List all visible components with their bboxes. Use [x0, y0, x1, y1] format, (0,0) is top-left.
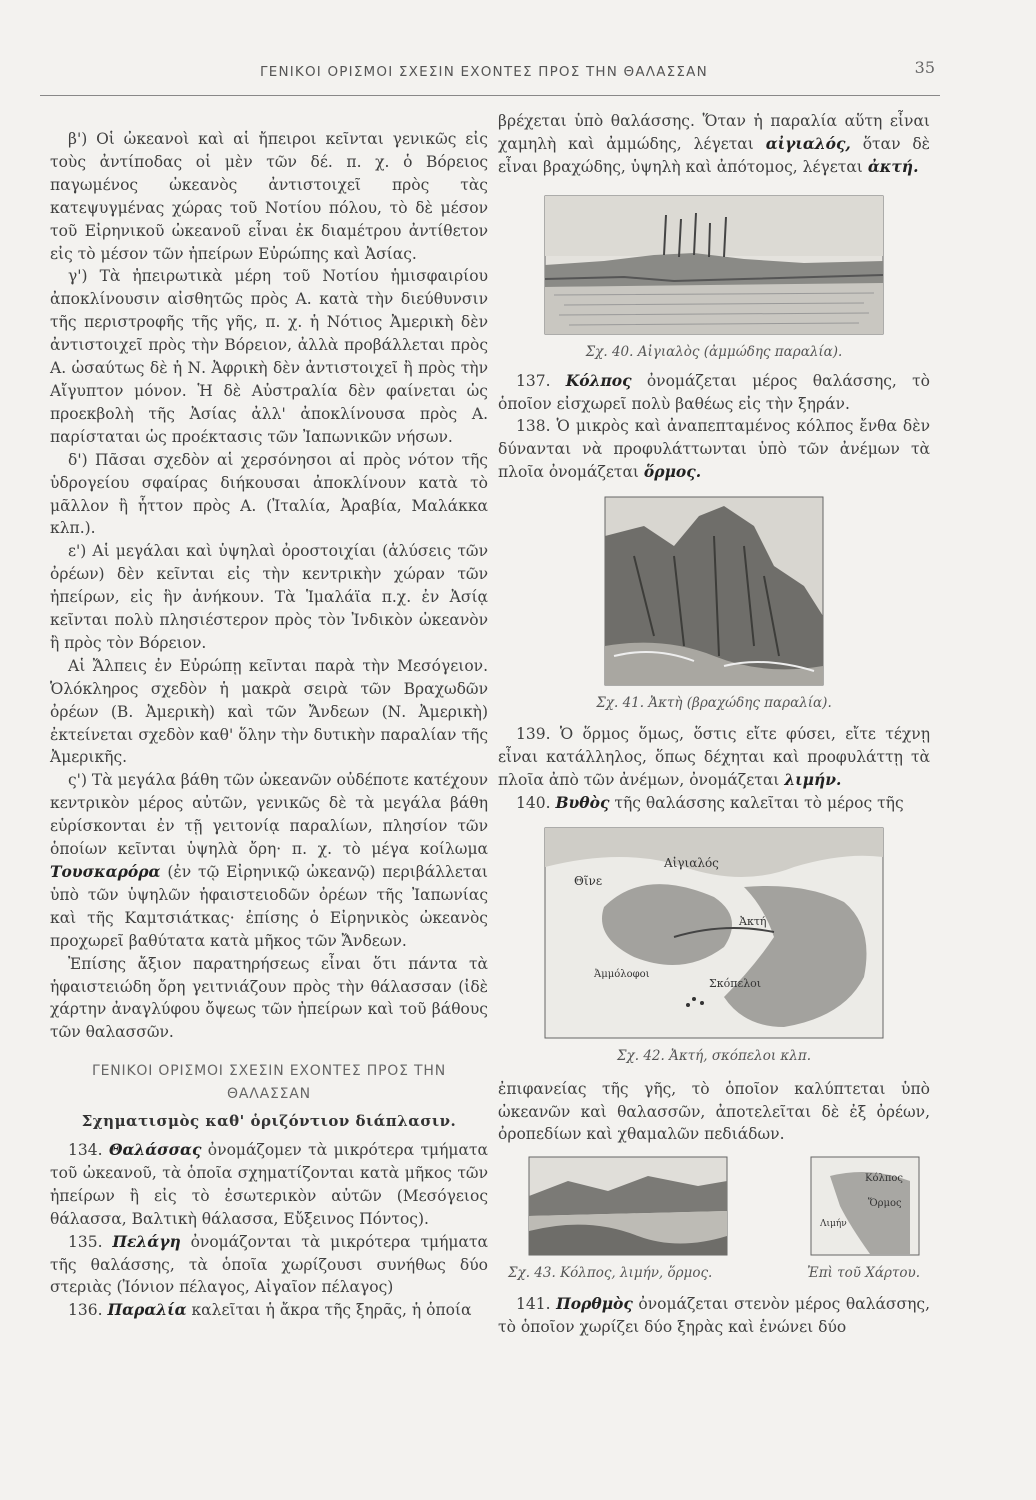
figure-43-row	[498, 1156, 930, 1256]
paragraph-135	[50, 1231, 488, 1300]
num-135: 135.	[68, 1232, 103, 1251]
section-title: ΓΕΝΙΚΟΙ ΟΡΙΣΜΟΙ ΣΧΕΣΙΝ ΕΧΟΝΤΕΣ ΠΡΟΣ ΤΗΝ ΘΑΛΑΣΣΑΝ	[92, 1063, 446, 1103]
num-140: 140.	[516, 793, 551, 812]
paragraph-138	[498, 415, 930, 484]
figure-42-coastal-map	[544, 827, 884, 1039]
figure-41-rocky-coast-illustration	[604, 496, 824, 686]
paragraph-136-cont	[498, 110, 930, 179]
map42-label-akti: Ἀκτή	[739, 914, 767, 928]
figure-43-caption-map: Ἐπὶ τοῦ Χάρτου.	[807, 1265, 920, 1282]
paragraph-137	[498, 370, 930, 416]
figure-43-map-inset	[810, 1156, 920, 1256]
map42-label-ammolofoi: Ἀμμόλοφοι	[594, 968, 650, 980]
paragraph-139	[498, 723, 930, 792]
term-ormos: ὅρμος.	[643, 462, 702, 482]
term-limin: λιμήν.	[784, 769, 842, 789]
left-column	[50, 128, 488, 1322]
paragraph-volcanic: Ἐπίσης ἄξιον παρατηρήσεως εἶναι ὅτι πάντα τὰ ἡφαιστειώδη ὄρη γειτνιάζουν πρὸς τὴν θάλασσαν (ἰδὲ χάρτην ἀναγλύφου ὄψεως τῶν ἠπείρων καὶ τοῦ βάθους τῶν θαλασσῶν.	[50, 954, 488, 1042]
text-136-cont2: ὅταν δὲ εἶναι βραχώδης, ὑψηλὴ καὶ ἀπότομος, λέγεται	[498, 134, 930, 176]
term-paralia: Παραλία	[107, 1300, 187, 1320]
figure-40-caption: Σχ. 40. Αἰγιαλὸς (ἀμμώδης παραλία).	[585, 343, 843, 360]
term-porthmos: Πορθμὸς	[556, 1294, 633, 1314]
figure-40-beach-illustration	[544, 195, 884, 335]
paragraph-140	[498, 792, 930, 815]
figure-43-landscape-illustration	[528, 1156, 728, 1256]
map42-label-skopeloi: Σκόπελοι	[709, 976, 762, 990]
paragraph-beta: β') Οἱ ὠκεανοὶ καὶ αἱ ἤπειροι κεῖνται γενικῶς εἰς τοὺς ἀντίποδας οἱ μὲν τῶν δέ. π. χ. ὁ Βόρειος παγωμένος ὠκεανὸς ἀντιστοιχεῖ πρὸς τὰς κατεψυγμένας χώρας τοῦ Νοτίου πόλου, τὸ δὲ μέσον τοῦ Εἰρηνικοῦ ὠκεανοῦ εἶναι ἐκ διαμέτρου ἀντίθετον εἰς τὸ μέσον τῶν ἠπείρων Εὐρώπης καὶ Ἀσίας.	[50, 130, 488, 263]
header-rule	[40, 95, 940, 96]
num-141: 141.	[516, 1295, 551, 1314]
text-135: ὀνομάζονται τὰ μικρότερα τμήματα τῆς θαλάσσης, τὰ ὁποῖα χωρίζουσι συνήθως δύο στεριὰς (Ἰόνιον πέλαγος, Αἰγαῖον πέλαγος)	[50, 1232, 488, 1297]
paragraph-stigma-a: ς') Τὰ μεγάλα βάθη τῶν ὠκεανῶν οὐδέποτε κατέχουν κεντρικὸν μέρος αὐτῶν, γενικῶς δὲ τὰ μεγάλα βάθη εὑρίσκονται ἐν τῇ γειτονίᾳ παραλίων, πλησίον τῶν ὁποίων κεῖνται ὑψηλὰ ὄρη· π. χ. τὸ μέγα κοίλωμα	[50, 771, 488, 859]
figure-43-caption: Σχ. 43. Κόλπος, λιμήν, ὅρμος.	[508, 1265, 713, 1282]
term-akti: ἀκτή.	[867, 156, 919, 176]
num-137: 137.	[516, 371, 551, 390]
term-thalassas: Θαλάσσας	[108, 1139, 202, 1159]
paragraph-epsilon: ε') Αἱ μεγάλαι καὶ ὑψηλαὶ ὀροστοιχίαι (ἁλύσεις τῶν ὀρέων) δὲν κεῖνται εἰς τὴν κεντρικὴν χώραν τῶν ἠπείρων, εἰς ἣν ἀνήκουν. Τὰ Ἱμαλάϊα π.χ. ἐν Ἀσίᾳ κεῖνται πολὺ πλησιέστερον πρὸς τὸν Ἰνδικὸν ὠκεανὸν ἢ πρὸς τὸν Βόρειον.	[50, 542, 488, 652]
paragraph-stigma	[50, 769, 488, 952]
paragraph-140-cont: ἐπιφανείας τῆς γῆς, τὸ ὁποῖον καλύπτεται ὑπὸ ὠκεανῶν καὶ θαλασσῶν, ἀποτελεῖται δὲ ἐξ ὀρέων, ὀροπεδίων καὶ χθαμαλῶν πεδιάδων.	[498, 1079, 930, 1144]
map43-label-limin: Λιμήν	[820, 1219, 847, 1230]
term-kolpos: Κόλπος	[565, 370, 632, 390]
map42-label-thines: Θῖνε	[574, 873, 603, 888]
text-138: 138. Ὁ μικρὸς καὶ ἀναπεπταμένος κόλπος ἔνθα δὲν δύνανται νὰ προφυλάττωνται ὑπὸ τῶν ἀνέμων τὰ πλοῖα ὀνομάζεται	[498, 417, 930, 482]
text-134: ὀνομάζομεν τὰ μικρότερα τμήματα τοῦ ὠκεανοῦ, τὰ ὁποῖα σχηματίζονται κατὰ μῆκος τῶν ἠπείρων ἢ εἰς τὸ ἐσωτερικὸν αὐτῶν (Μεσόγειος θάλασσα, Βαλτικὴ θάλασσα, Εὔξεινος Πόντος).	[50, 1140, 488, 1228]
term-aigialos: αἰγιαλός,	[765, 133, 851, 153]
num-134: 134.	[68, 1140, 103, 1159]
paragraph-delta: δ') Πᾶσαι σχεδὸν αἱ χερσόνησοι αἱ πρὸς νότον τῆς ὑδρογείου σφαίρας διήκουσαι ἀποκλίνουν κατὰ τὸ μᾶλλον ἢ ἧττον πρὸς Α. (Ἰταλία, Ἀραβία, Μαλάκκα κλπ.).	[50, 450, 488, 538]
paragraph-141	[498, 1293, 930, 1339]
right-column	[498, 110, 930, 1339]
text-141: ὀνομάζεται στενὸν μέρος θαλάσσης, τὸ ὁποῖον χωρίζει δύο ξηρὰς καὶ ἑνώνει δύο	[498, 1295, 930, 1337]
text-136: καλεῖται ἡ ἄκρα τῆς ξηρᾶς, ἡ ὁποία	[186, 1301, 472, 1320]
figure-43-captions	[498, 1262, 930, 1285]
text-140: τῆς θαλάσσης καλεῖται τὸ μέρος τῆς	[609, 793, 904, 812]
term-pelagi: Πελάγη	[112, 1231, 181, 1251]
paragraph-alps: Αἱ Ἄλπεις ἐν Εὐρώπῃ κεῖνται παρὰ τὴν Μεσόγειον. Ὁλόκληρος σχεδὸν ἡ μακρὰ σειρὰ τῶν Βραχωδῶν ὀρέων (Β. Ἀμερικὴ) καὶ τῶν Ἄνδεων (Ν. Ἀμερικὴ) ἐκτείνεται σχεδὸν καθ' ὅλην τὴν δυτικὴν παραλίαν τῆς Ἀμερικῆς.	[50, 656, 488, 767]
text-137: ὀνομάζεται μέρος θαλάσσης, τὸ ὁποῖον εἰσχωρεῖ πολὺ βαθέως εἰς τὴν ξηράν.	[498, 371, 930, 413]
map43-label-ormos: Ὅρμος	[868, 1198, 902, 1210]
paragraph-gamma: γ') Τὰ ἠπειρωτικὰ μέρη τοῦ Νοτίου ἡμισφαιρίου ἀποκλίνουσιν αἰσθητῶς πρὸς Α. κατὰ τὴν διεύθυνσιν τῆς περιστροφῆς τῆς γῆς, π. χ. ἡ Νότιος Ἀμερικὴ δὲν ἀντιστοιχεῖ πρὸς τὴν Βόρειον, ἀλλὰ προβάλλεται πρὸς Α. ὡσαύτως δὲ ἡ Ν. Ἀφρικὴ δὲν ἀντιστοιχεῖ ἢ πρὸς τὴν Αἴγυπτον μόνον. Ἡ δὲ Αὐστραλία δὲν φαίνεται ὡς προεκβολὴ τῆς Ἀσίας ἀλλ' ἀποκλίνουσα πρὸς Α. παρίσταται ὡς προέκτασις τῶν Ἰαπωνικῶν νήσων.	[50, 267, 488, 446]
paragraph-134	[50, 1139, 488, 1231]
term-tuscarora: Τουσκαρόρα	[50, 862, 161, 881]
section-subtitle: Σχηματισμὸς καθ' ὁριζόντιον διάπλασιν.	[81, 1112, 457, 1131]
text-139: 139. Ὁ ὅρμος ὅμως, ὅστις εἴτε φύσει, εἴτε τέχνῃ εἶναι κατάλληλος, ὅπως δέχηται καὶ προφυλάττῃ τὰ πλοῖα ἀπὸ τῶν ἀνέμων, ὀνομάζεται	[498, 725, 930, 789]
num-136: 136.	[68, 1301, 103, 1320]
paragraph-136	[50, 1299, 488, 1322]
text-136-cont: βρέχεται ὑπὸ θαλάσσης. Ὅταν ἡ παραλία αὕτη εἶναι χαμηλὴ καὶ ἀμμώδης, λέγεται	[498, 112, 930, 153]
term-vythos: Βυθὸς	[555, 792, 610, 812]
paragraph-stigma-c: (ἐν τῷ Εἰρηνικῷ ὠκεανῷ) περιβάλλεται ὑπὸ τῶν ὑψηλῶν ἡφαιστειοδῶν ὀρέων τῆς Ἰαπωνίας καὶ τῆς Καμτσιάτκας· ἐπίσης ὁ Εἰρηνικὸς ὠκεανὸς προχωρεῖ βαθύτατα κατὰ μῆκος τῶν Ἄνδεων.	[50, 863, 488, 950]
page-header	[40, 58, 985, 90]
map42-label-aigialos: Αἰγιαλός	[664, 855, 719, 870]
map43-label-kolpos: Κόλπος	[865, 1173, 904, 1185]
figure-41-caption: Σχ. 41. Ἀκτὴ (βραχώδης παραλία).	[596, 695, 832, 712]
running-head: ΓΕΝΙΚΟΙ ΟΡΙΣΜΟΙ ΣΧΕΣΙΝ ΕΧΟΝΤΕΣ ΠΡΟΣ ΤΗΝ ΘΑΛΑΣΣΑΝ	[260, 64, 708, 80]
page-number: 35	[914, 58, 935, 77]
figure-42-caption: Σχ. 42. Ἀκτή, σκόπελοι κλπ.	[617, 1047, 811, 1064]
